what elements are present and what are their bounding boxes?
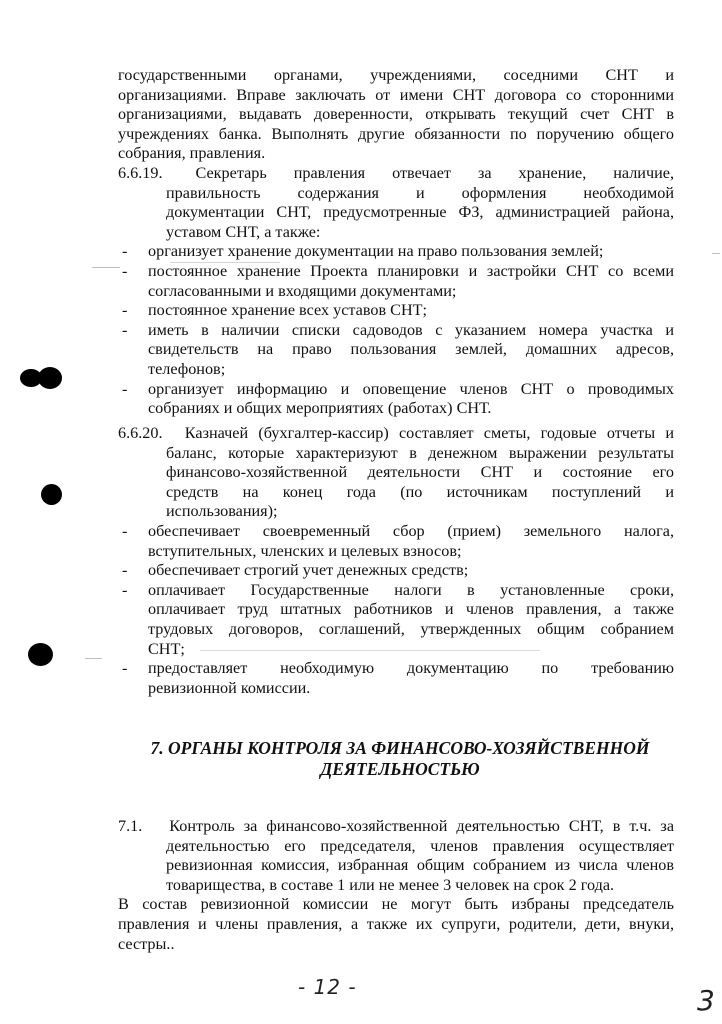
text-line: правильность содержания и оформления необходимой	[166, 183, 674, 202]
clause-6-6-19	[118, 164, 674, 419]
text-line: согласованными и входящими документами;	[148, 281, 457, 300]
clause-7-1	[118, 817, 674, 954]
text-line: организует хранение документации на право пользования землей;	[148, 242, 604, 261]
punch-hole	[41, 484, 62, 505]
text-line: собрания, правления.	[118, 144, 266, 163]
text-line: учреждениях банка. Выполнять другие обязанности по поручению общего	[118, 124, 674, 143]
text-line: правления и члены правления, а также их супруги, родители, дети, внуки,	[118, 914, 674, 933]
text-line: деятельностью его председателя, членов правления осуществляет	[166, 836, 674, 855]
text-line: СНТ;	[148, 639, 185, 658]
text-line: организациями, выдавать доверенности, открывать текущий счет СНТ в	[118, 105, 674, 124]
heading-line: 7. ОРГАНЫ КОНТРОЛЯ ЗА ФИНАНСОВО-ХОЗЯЙСТВЕННОЙ	[150, 738, 650, 758]
list-item	[118, 262, 674, 301]
scan-artifact-line	[92, 267, 120, 268]
text-line: сестры..	[118, 934, 175, 953]
bullet-dash: -	[122, 561, 128, 580]
scan-artifact-line	[85, 658, 102, 659]
bullet-dash: -	[122, 320, 128, 339]
punch-hole-mark	[38, 367, 62, 389]
text-line: государственными органами, учреждениями, соседними СНТ и	[118, 66, 674, 84]
bullet-dash: -	[122, 261, 128, 280]
list-item	[118, 659, 674, 698]
bullet-dash: -	[122, 242, 128, 261]
clause-number: 6.6.20.	[118, 424, 163, 442]
clause-number: 7.1.	[118, 817, 143, 835]
text-line: ревизионной комиссии.	[148, 678, 311, 697]
heading-line: ДЕЯТЕЛЬНОСТЬЮ	[320, 759, 480, 779]
clause-number: 6.6.19.	[118, 164, 163, 182]
bullet-dash: -	[122, 659, 128, 678]
list-item	[118, 522, 674, 561]
bullet-dash: -	[122, 521, 128, 540]
clause-first-line	[118, 164, 674, 184]
handwritten-sheet-mark: 3	[697, 984, 715, 1017]
text-line: ревизионная комиссия, избранная общим собранием из числа членов	[166, 856, 674, 875]
clause-6-6-20	[118, 424, 674, 698]
text-line: товарищества, в составе 1 или не менее 3 человек на срок 2 года.	[166, 875, 615, 894]
list-item	[118, 321, 674, 380]
text-line: постоянное хранение Проекта планировки и застройки СНТ со всеми	[148, 261, 674, 280]
text-line: оплачивает Государственные налоги в установленные сроки,	[148, 580, 674, 599]
text-line: постоянное хранение всех уставов СНТ;	[148, 301, 428, 320]
bullet-dash: -	[122, 379, 128, 398]
text-line: баланс, которые характеризуют в денежном выражении результаты	[166, 443, 674, 462]
clause-first-line	[118, 424, 674, 444]
punch-hole	[28, 643, 53, 666]
clause-text: Секретарь правления отвечает за хранение, наличие,	[195, 164, 675, 182]
text-line: трудовых договоров, соглашений, утвержденных общим собранием	[148, 619, 674, 638]
list-item	[118, 380, 674, 419]
scan-artifact-line	[712, 253, 720, 254]
section-heading	[130, 738, 670, 780]
text-line: предоставляет необходимую документацию по требованию	[148, 659, 674, 678]
text-line: обеспечивает строгий учет денежных средств;	[148, 561, 469, 580]
clause-text: Казначей (бухгалтер-кассир) составляет сметы, годовые отчеты и	[184, 424, 675, 442]
intro-paragraph	[118, 66, 674, 164]
text-line: документации СНТ, предусмотренные ФЗ, администрацией района,	[166, 203, 674, 222]
text-line: использования);	[166, 502, 278, 521]
text-line: уставом СНТ, а также:	[166, 222, 321, 241]
list-item	[118, 581, 674, 659]
text-line: обеспечивает своевременный сбор (прием) земельного налога,	[148, 521, 674, 540]
text-line: вступительных, членских и целевых взносов;	[148, 541, 462, 560]
bullet-dash: -	[122, 580, 128, 599]
text-line: собраниях и общих мероприятиях (работах) СНТ.	[148, 399, 492, 418]
clause-text: Контроль за финансово-хозяйственной деятельностью СНТ, в т.ч. за	[169, 817, 674, 835]
text-line: финансово-хозяйственной деятельности СНТ и состояние его	[166, 463, 674, 482]
clause-first-line	[118, 817, 674, 837]
text-line: телефонов;	[148, 359, 226, 378]
text-line: организует информацию и оповещение членов СНТ о проводимых	[148, 379, 674, 398]
text-line: оплачивает труд штатных работников и членов правления, а также	[148, 600, 674, 619]
list-item	[118, 301, 674, 321]
text-line: свидетельств на право пользования землей, домашних адресов,	[148, 340, 674, 359]
bullet-dash: -	[122, 301, 128, 320]
text-line: иметь в наличии списки садоводов с указанием номера участка и	[148, 320, 674, 339]
text-line: В состав ревизионной комиссии не могут быть избраны председатель	[118, 895, 674, 914]
list-item	[118, 561, 674, 581]
list-item	[118, 242, 674, 262]
page-number: - 12 -	[298, 975, 357, 999]
text-line: средств на конец года (по источникам поступлений и	[166, 482, 674, 501]
text-line: организациями. Вправе заключать от имени СНТ договора со сторонними	[118, 85, 674, 104]
